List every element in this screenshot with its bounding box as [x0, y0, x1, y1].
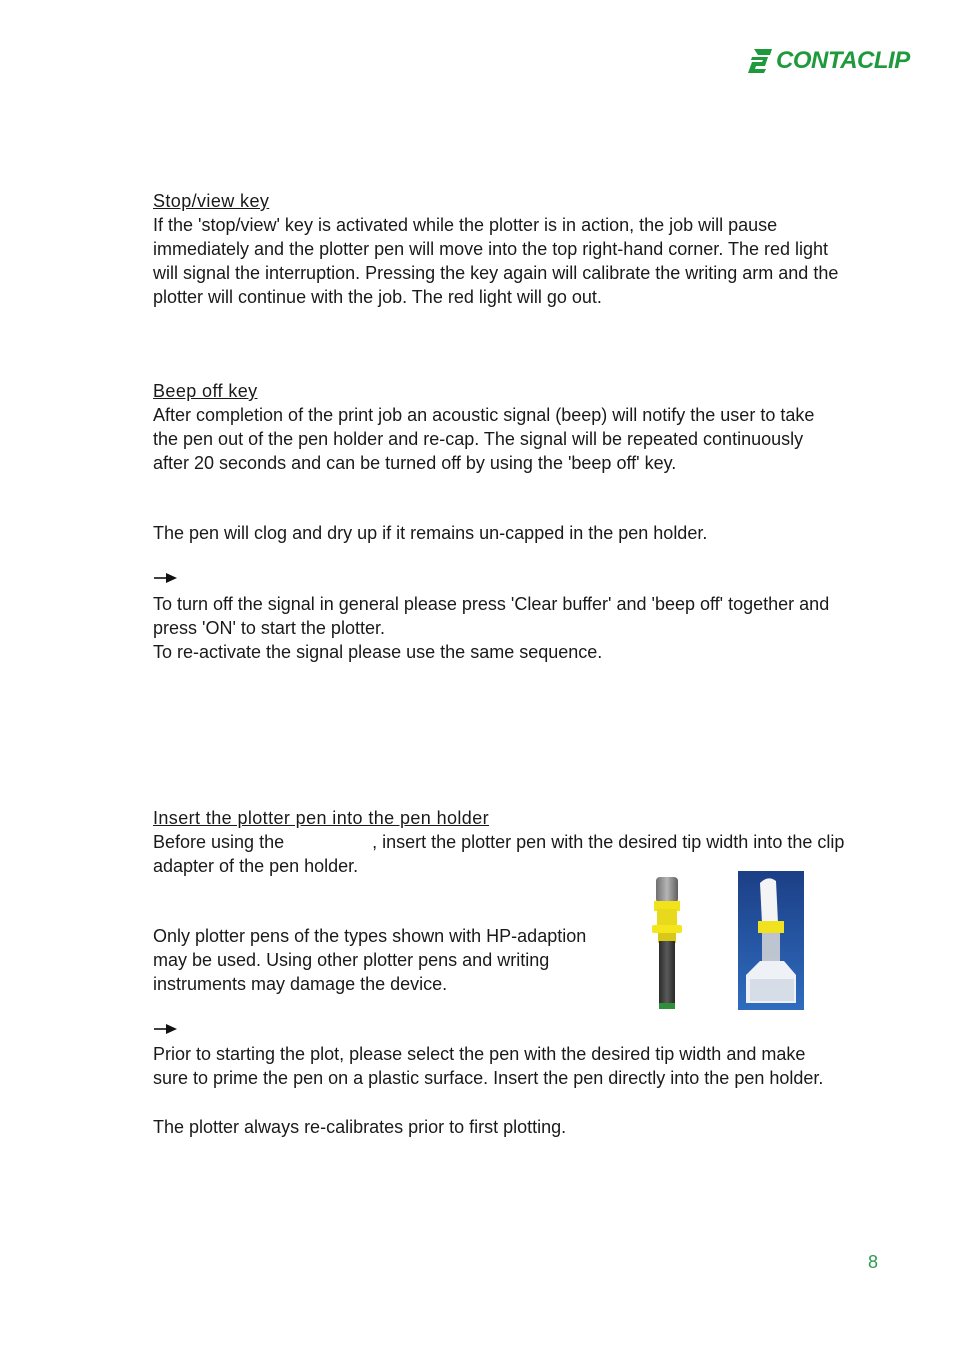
pen-holder-image: [738, 871, 804, 1010]
page-number: 8: [867, 1252, 878, 1272]
logo-wordmark: CONTACLIP: [776, 47, 910, 74]
paragraph-line: may be used. Using other plotter pens and writing: [153, 950, 550, 970]
paragraph-line: press 'ON' to start the plotter.: [153, 618, 385, 638]
paragraph-line: To turn off the signal in general please press 'Clear buffer' and 'beep off' together and: [153, 594, 830, 614]
contaclip-logo-icon: [746, 46, 774, 76]
paragraph-line: Prior to starting the plot, please select the pen with the desired tip width and make: [153, 1044, 806, 1064]
paragraph-line: immediately and the plotter pen will move into the top right-hand corner. The red light: [153, 239, 829, 259]
section-heading: Stop/view key: [153, 191, 270, 211]
paragraph-line: sure to prime the pen on a plastic surface. Insert the pen directly into the pen holder.: [153, 1068, 824, 1088]
pen-warning: [153, 924, 623, 996]
paragraph-line: After completion of the print job an acoustic signal (beep) will notify the user to take: [153, 405, 815, 425]
section-insert-pen: [153, 806, 893, 878]
paragraph-line: adapter of the pen holder.: [153, 856, 359, 876]
section-heading: Beep off key: [153, 381, 258, 401]
plotter-pen-image: [648, 875, 686, 1013]
paragraph-line: Before using the , insert the plotter pen with the desired tip width into the clip: [153, 832, 845, 852]
insert-tip: [153, 1042, 893, 1090]
paragraph-line: after 20 seconds and can be turned off by using the 'beep off' key.: [153, 453, 677, 473]
section-stop-view: [153, 189, 893, 309]
paragraph-line: To re-activate the signal please use the same sequence.: [153, 642, 603, 662]
calibration-note: The plotter always re-calibrates prior to first plotting.: [153, 1117, 567, 1137]
paragraph-line: the pen out of the pen holder and re-cap. The signal will be repeated continuously: [153, 429, 804, 449]
paragraph-line: If the 'stop/view' key is activated while the plotter is in action, the job will pause: [153, 215, 778, 235]
arrow-right-icon: [153, 1022, 179, 1036]
arrow-right-icon: [153, 571, 179, 585]
clog-note: The pen will clog and dry up if it remains un-capped in the pen holder.: [153, 523, 708, 543]
beep-tip: [153, 592, 893, 664]
paragraph-line: Only plotter pens of the types shown with HP-adaption: [153, 926, 587, 946]
contaclip-logo: [746, 46, 916, 76]
paragraph-line: plotter will continue with the job. The red light will go out.: [153, 287, 602, 307]
section-beep-off: [153, 379, 893, 475]
paragraph-line: instruments may damage the device.: [153, 974, 448, 994]
paragraph-line: will signal the interruption. Pressing the key again will calibrate the writing arm and the: [153, 263, 839, 283]
section-heading: Insert the plotter pen into the pen holder: [153, 808, 490, 828]
